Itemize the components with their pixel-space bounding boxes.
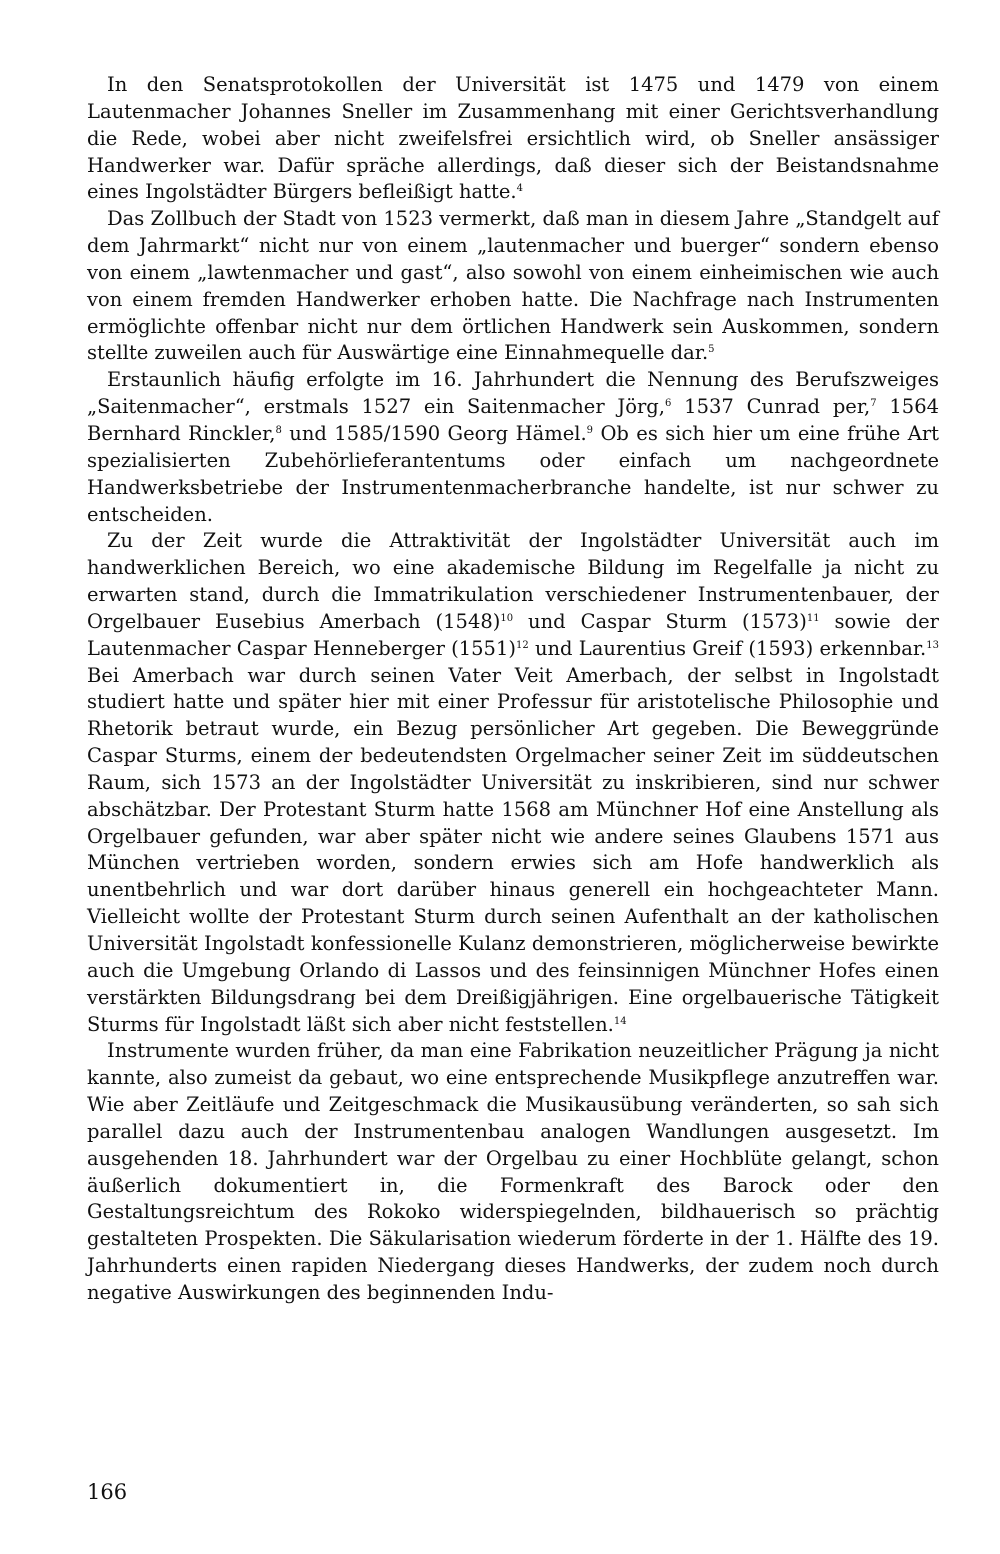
footnote-ref: 11 (806, 612, 820, 624)
text-segment: und 1585/1590 Georg Hämel. (281, 421, 587, 445)
text-segment: Instrumente wurden früher, da man eine Fabrikation neuzeitlicher Prägung ja nicht kannte, also zumeist da gebaut, wo eine entsprechende Musikpflege anzutreffen war. Wie aber Zeitläufe und Zeitgeschmack die Musikausübung veränderten, so sah sich parallel dazu auch der Instrumentenbau analogen Wandlungen ausgesetzt. Im ausgehenden 18. Jahrhundert war der Orgelbau zu einer Hochblüte gelangt, schon äußerlich dokumentiert in, die Formenkraft des Barock oder den Gestaltungsreichtum des Rokoko widerspiegelnden, bildhauerisch so prächtig gestalteten Prospekten. Die Säkularisation wiederum förderte in der 1. Hälfte des 19. Jahrhunderts einen rapiden Niedergang dieses Handwerks, der zudem noch durch negative Auswirkungen des beginnenden Indu- (87, 1039, 939, 1304)
footnote-ref: 4 (516, 183, 523, 195)
text-segment: Bei Amerbach war durch seinen Vater Veit Amerbach, der selbst in Ingolstadt studiert hatte und später hier mit einer Professur für aristotelische Philosophie und Rhetorik betraut wurde, ein Bezug persönlicher Art gegeben. Die Beweggründe Caspar Sturms, einem der bedeutendsten Orgelmacher seiner Zeit im süddeutschen Raum, sich 1573 an der Ingolstädter Universität zu inskribieren, sind nur schwer abschätzbar. Der Protestant Sturm hatte 1568 am Münchner Hof eine Anstellung als Orgelbauer gefunden, war aber später nicht wie andere seines Glaubens 1571 aus München vertrieben worden, sondern erwies sich am Hofe handwerklich als unentbehrlich und war dort darüber hinaus generell ein hochgeachteter Mann. Vielleicht wollte der Protestant Sturm durch seinen Aufenthalt an der katholischen Universität Ingolstadt konfessionelle Kulanz demonstrieren, möglicherweise bewirkte auch die Umgebung Orlando di Lassos und des feinsinnigen Münchner Hofes einen verstärkten Bildungsdrang bei dem Dreißigjährigen. Eine orgelbauerische Tätigkeit Sturms für Ingolstadt läßt sich aber nicht feststellen. (87, 663, 939, 1036)
text-segment: 1564 Bernhard Rinckler, (87, 395, 940, 445)
page-number: 166 (87, 1480, 128, 1504)
footnote-ref: 6 (665, 398, 672, 410)
text-segment: sowie der Lautenmacher Caspar Henneberger (1551) (87, 609, 939, 660)
text-segment: In den Senatsprotokollen der Universität ist 1475 und 1479 von einem Lautenmacher Johannes Sneller im Zusammenhang mit einer Gerichtsverhandlung die Rede, wobei aber nicht zweifelsfrei ersichtlich wird, ob Sneller ansässiger Handwerker war. Dafür spräche allerdings, daß dieser sich der Beistandsnahme eines Ingolstädter Bürgers befleißigt hatte. (87, 73, 939, 204)
text-segment: Das Zollbuch der Stadt von 1523 vermerkt, daß man in diesem Jahre „Standgelt auf dem Jahrmarkt“ nicht nur von einem „lautenmacher und buerger“ sondern ebenso von einem „lawtenmacher und gast“, also sowohl von einem einheimischen wie auch von einem fremden Handwerker erhoben hatte. Die Nachfrage nach Instrumenten ermöglichte offenbar nicht nur dem örtlichen Handwerk sein Auskommen, sondern stellte zuweilen auch für Auswärtige eine Einnahmequelle dar. (87, 207, 939, 365)
text-segment: Erstaunlich häufig erfolgte im 16. Jahrhundert die Nennung des Berufszweiges „Saitenmacher“, erstmals 1527 ein Saitenmacher Jörg, (87, 368, 939, 419)
footnote-ref: 13 (926, 639, 939, 651)
body-text (87, 72, 939, 1307)
footnote-ref: 7 (870, 398, 877, 410)
text-segment: und Laurentius Greif (1593) erkennbar. (528, 636, 927, 660)
footnote-ref: 8 (275, 424, 282, 436)
footnote-ref: 9 (586, 424, 594, 436)
paragraph-1 (87, 72, 939, 206)
text-segment: 1537 Cunrad per, (671, 395, 871, 419)
footnote-ref: 12 (515, 639, 529, 651)
paragraph-2 (87, 206, 939, 367)
paragraph-3 (87, 367, 939, 528)
footnote-ref: 14 (613, 1015, 627, 1027)
paragraph-5 (87, 1038, 939, 1306)
text-segment: und Caspar Sturm (1573) (513, 609, 807, 633)
text-segment: Zu der Zeit wurde die Attraktivität der Ingolstädter Universität auch im handwerklichen Bereich, wo eine akademische Bildung im Regelfalle ja nicht zu erwarten stand, durch die Immatrikulation verschiedener Instrumentenbauer, der Orgelbauer Eusebius Amerbach (1548) (87, 529, 939, 633)
footnote-ref: 10 (500, 612, 514, 624)
text-segment: Ob es sich hier um eine frühe Art spezialisierten Zubehörlieferantentums oder einfach um nachgeordnete Handwerksbetriebe der Instrumentenmacherbranche handelte, ist nur schwer zu entscheiden. (87, 421, 939, 526)
paragraph-4 (87, 528, 939, 1038)
footnote-ref: 5 (708, 344, 715, 356)
